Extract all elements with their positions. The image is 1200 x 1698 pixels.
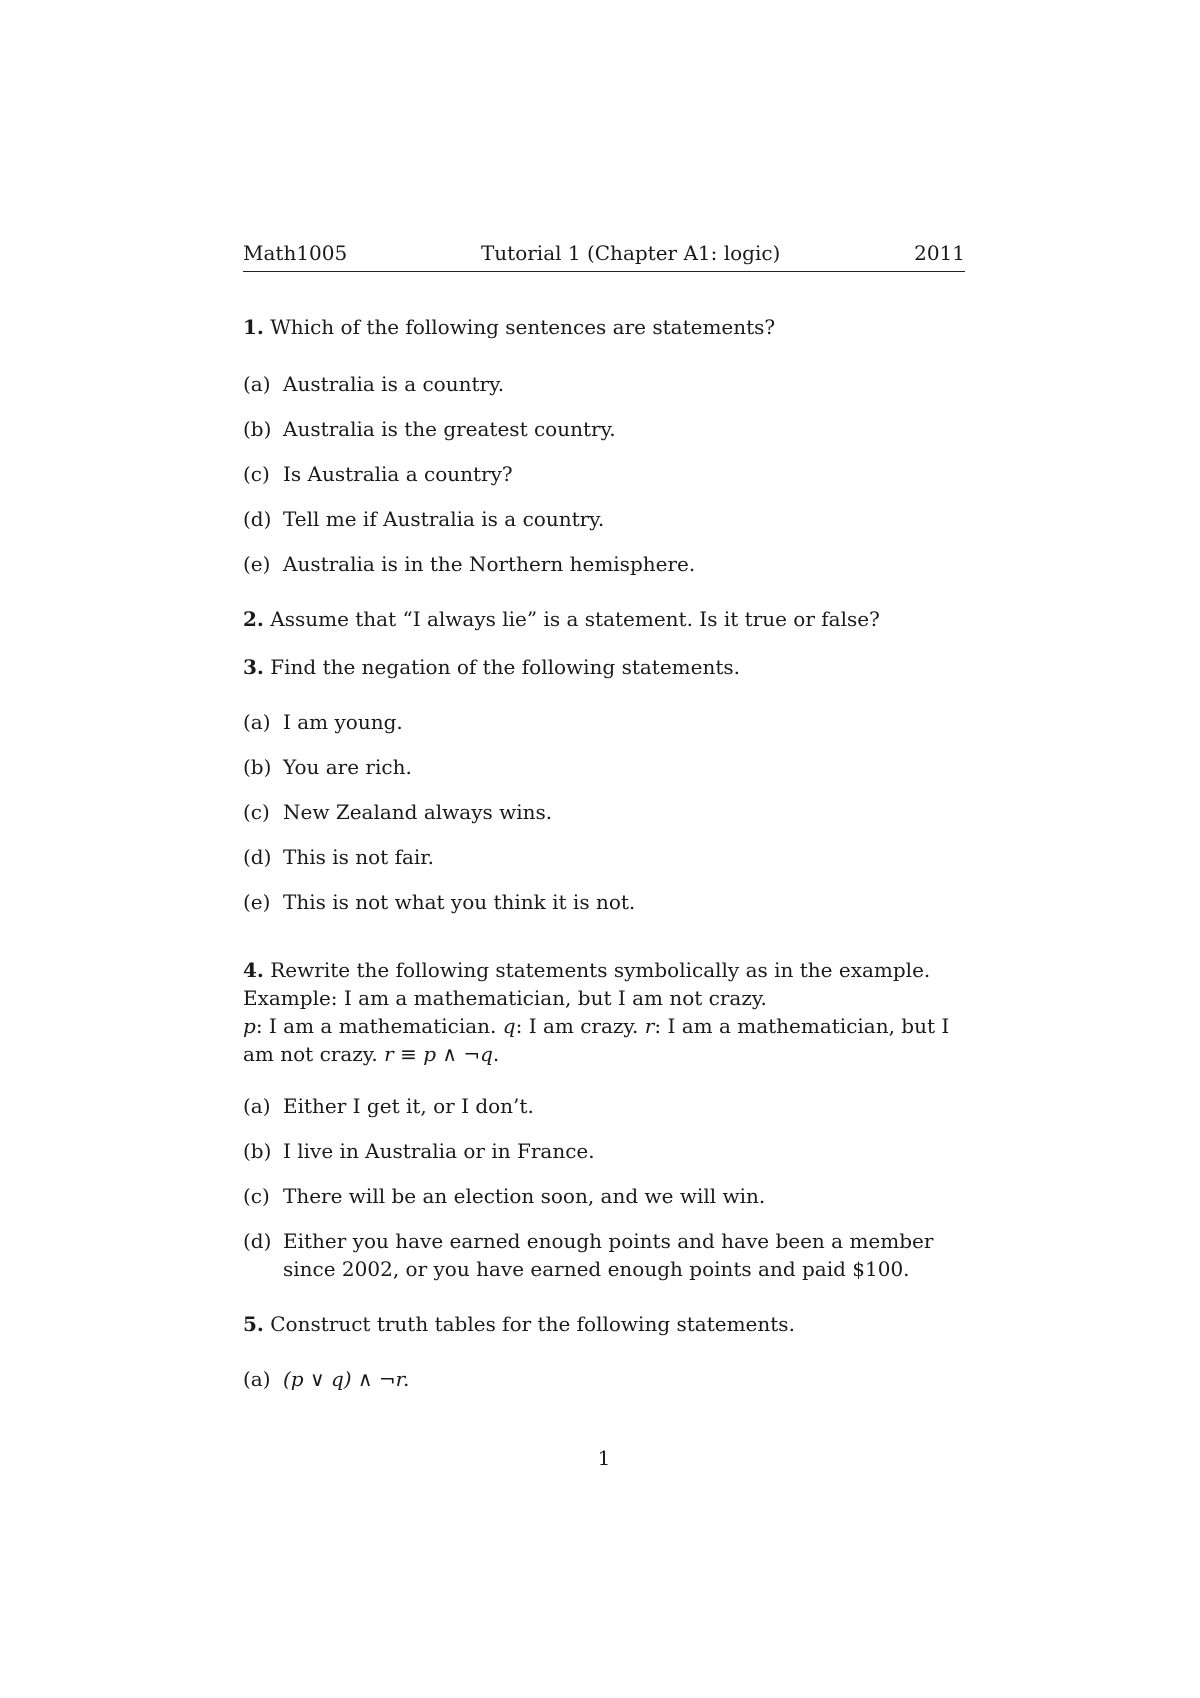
item-label: (b) bbox=[243, 755, 272, 779]
item-text: Australia is in the Northern hemisphere. bbox=[283, 552, 696, 576]
course-code: Math1005 bbox=[243, 241, 348, 265]
item-label: (a) bbox=[243, 372, 271, 396]
list-item bbox=[243, 753, 965, 781]
list-item bbox=[243, 370, 965, 398]
definition-p: : I am a mathematician. bbox=[255, 1014, 503, 1038]
item-text: Australia is a country. bbox=[283, 372, 505, 396]
question-text: Find the negation of the following statements. bbox=[270, 655, 741, 679]
item-label: (d) bbox=[243, 507, 272, 531]
question-number: 1. bbox=[243, 315, 264, 339]
list-item bbox=[243, 888, 965, 916]
list-item bbox=[243, 708, 965, 736]
page-number: 1 bbox=[597, 1446, 611, 1470]
list-item bbox=[243, 1365, 965, 1393]
list-item bbox=[243, 1182, 965, 1210]
item-label: (d) bbox=[243, 1229, 272, 1253]
list-item bbox=[243, 460, 965, 488]
item-label: (c) bbox=[243, 800, 270, 824]
item-label: (e) bbox=[243, 890, 271, 914]
example-formula: r ≡ p ∧ ¬q bbox=[384, 1042, 493, 1066]
item-label: (c) bbox=[243, 462, 270, 486]
question-2 bbox=[243, 605, 965, 633]
item-label: (d) bbox=[243, 845, 272, 869]
question-text: Which of the following sentences are statements? bbox=[270, 315, 776, 339]
item-label: (b) bbox=[243, 1139, 272, 1163]
question-3 bbox=[243, 653, 965, 681]
question-text: Construct truth tables for the following statements. bbox=[270, 1312, 795, 1336]
variable-r: r bbox=[644, 1014, 655, 1038]
year: 2011 bbox=[914, 241, 965, 265]
variable-q: q bbox=[502, 1014, 516, 1038]
item-text: Either you have earned enough points and have been a member since 2002, or you have earned enough points and paid $100. bbox=[283, 1229, 934, 1281]
variable-p: p bbox=[243, 1014, 256, 1038]
item-text: You are rich. bbox=[283, 755, 412, 779]
list-item bbox=[243, 1092, 965, 1120]
page-header bbox=[243, 241, 965, 272]
item-text: There will be an election soon, and we will win. bbox=[283, 1184, 766, 1208]
item-text: This is not what you think it is not. bbox=[283, 890, 636, 914]
item-text: New Zealand always wins. bbox=[283, 800, 553, 824]
item-text: Either I get it, or I don’t. bbox=[283, 1094, 534, 1118]
example-line: Example: I am a mathematician, but I am not crazy. bbox=[243, 986, 767, 1010]
item-text: Tell me if Australia is a country. bbox=[283, 507, 605, 531]
item-formula: (p ∨ q) ∧ ¬r. bbox=[283, 1367, 410, 1391]
list-item bbox=[243, 415, 965, 443]
item-label: (a) bbox=[243, 710, 271, 734]
item-text: I live in Australia or in France. bbox=[283, 1139, 595, 1163]
item-label: (c) bbox=[243, 1184, 270, 1208]
list-item bbox=[243, 1227, 965, 1283]
list-item bbox=[243, 505, 965, 533]
example-definitions bbox=[243, 1012, 965, 1068]
document-page bbox=[243, 0, 965, 1698]
tutorial-title: Tutorial 1 (Chapter A1: logic) bbox=[480, 241, 781, 265]
item-label: (e) bbox=[243, 552, 271, 576]
item-text: Is Australia a country? bbox=[283, 462, 513, 486]
question-number: 4. bbox=[243, 958, 264, 982]
question-number: 5. bbox=[243, 1312, 264, 1336]
question-text: Assume that “I always lie” is a statement. Is it true or false? bbox=[270, 607, 880, 631]
question-5 bbox=[243, 1310, 965, 1338]
list-item bbox=[243, 798, 965, 826]
item-text: This is not fair. bbox=[283, 845, 435, 869]
list-item bbox=[243, 1137, 965, 1165]
list-item bbox=[243, 550, 965, 578]
question-number: 3. bbox=[243, 655, 264, 679]
item-text: I am young. bbox=[283, 710, 403, 734]
question-4 bbox=[243, 956, 965, 1068]
item-label: (a) bbox=[243, 1094, 271, 1118]
definition-q: : I am crazy. bbox=[515, 1014, 645, 1038]
question-text: Rewrite the following statements symbolically as in the example. bbox=[270, 958, 931, 982]
question-1 bbox=[243, 313, 965, 341]
list-item bbox=[243, 843, 965, 871]
item-label: (b) bbox=[243, 417, 272, 441]
item-label: (a) bbox=[243, 1367, 271, 1391]
item-text: Australia is the greatest country. bbox=[283, 417, 616, 441]
definition-r: : I am a mathematician, but I am not crazy. bbox=[243, 1014, 950, 1066]
question-number: 2. bbox=[243, 607, 264, 631]
formula-period: . bbox=[492, 1042, 500, 1066]
